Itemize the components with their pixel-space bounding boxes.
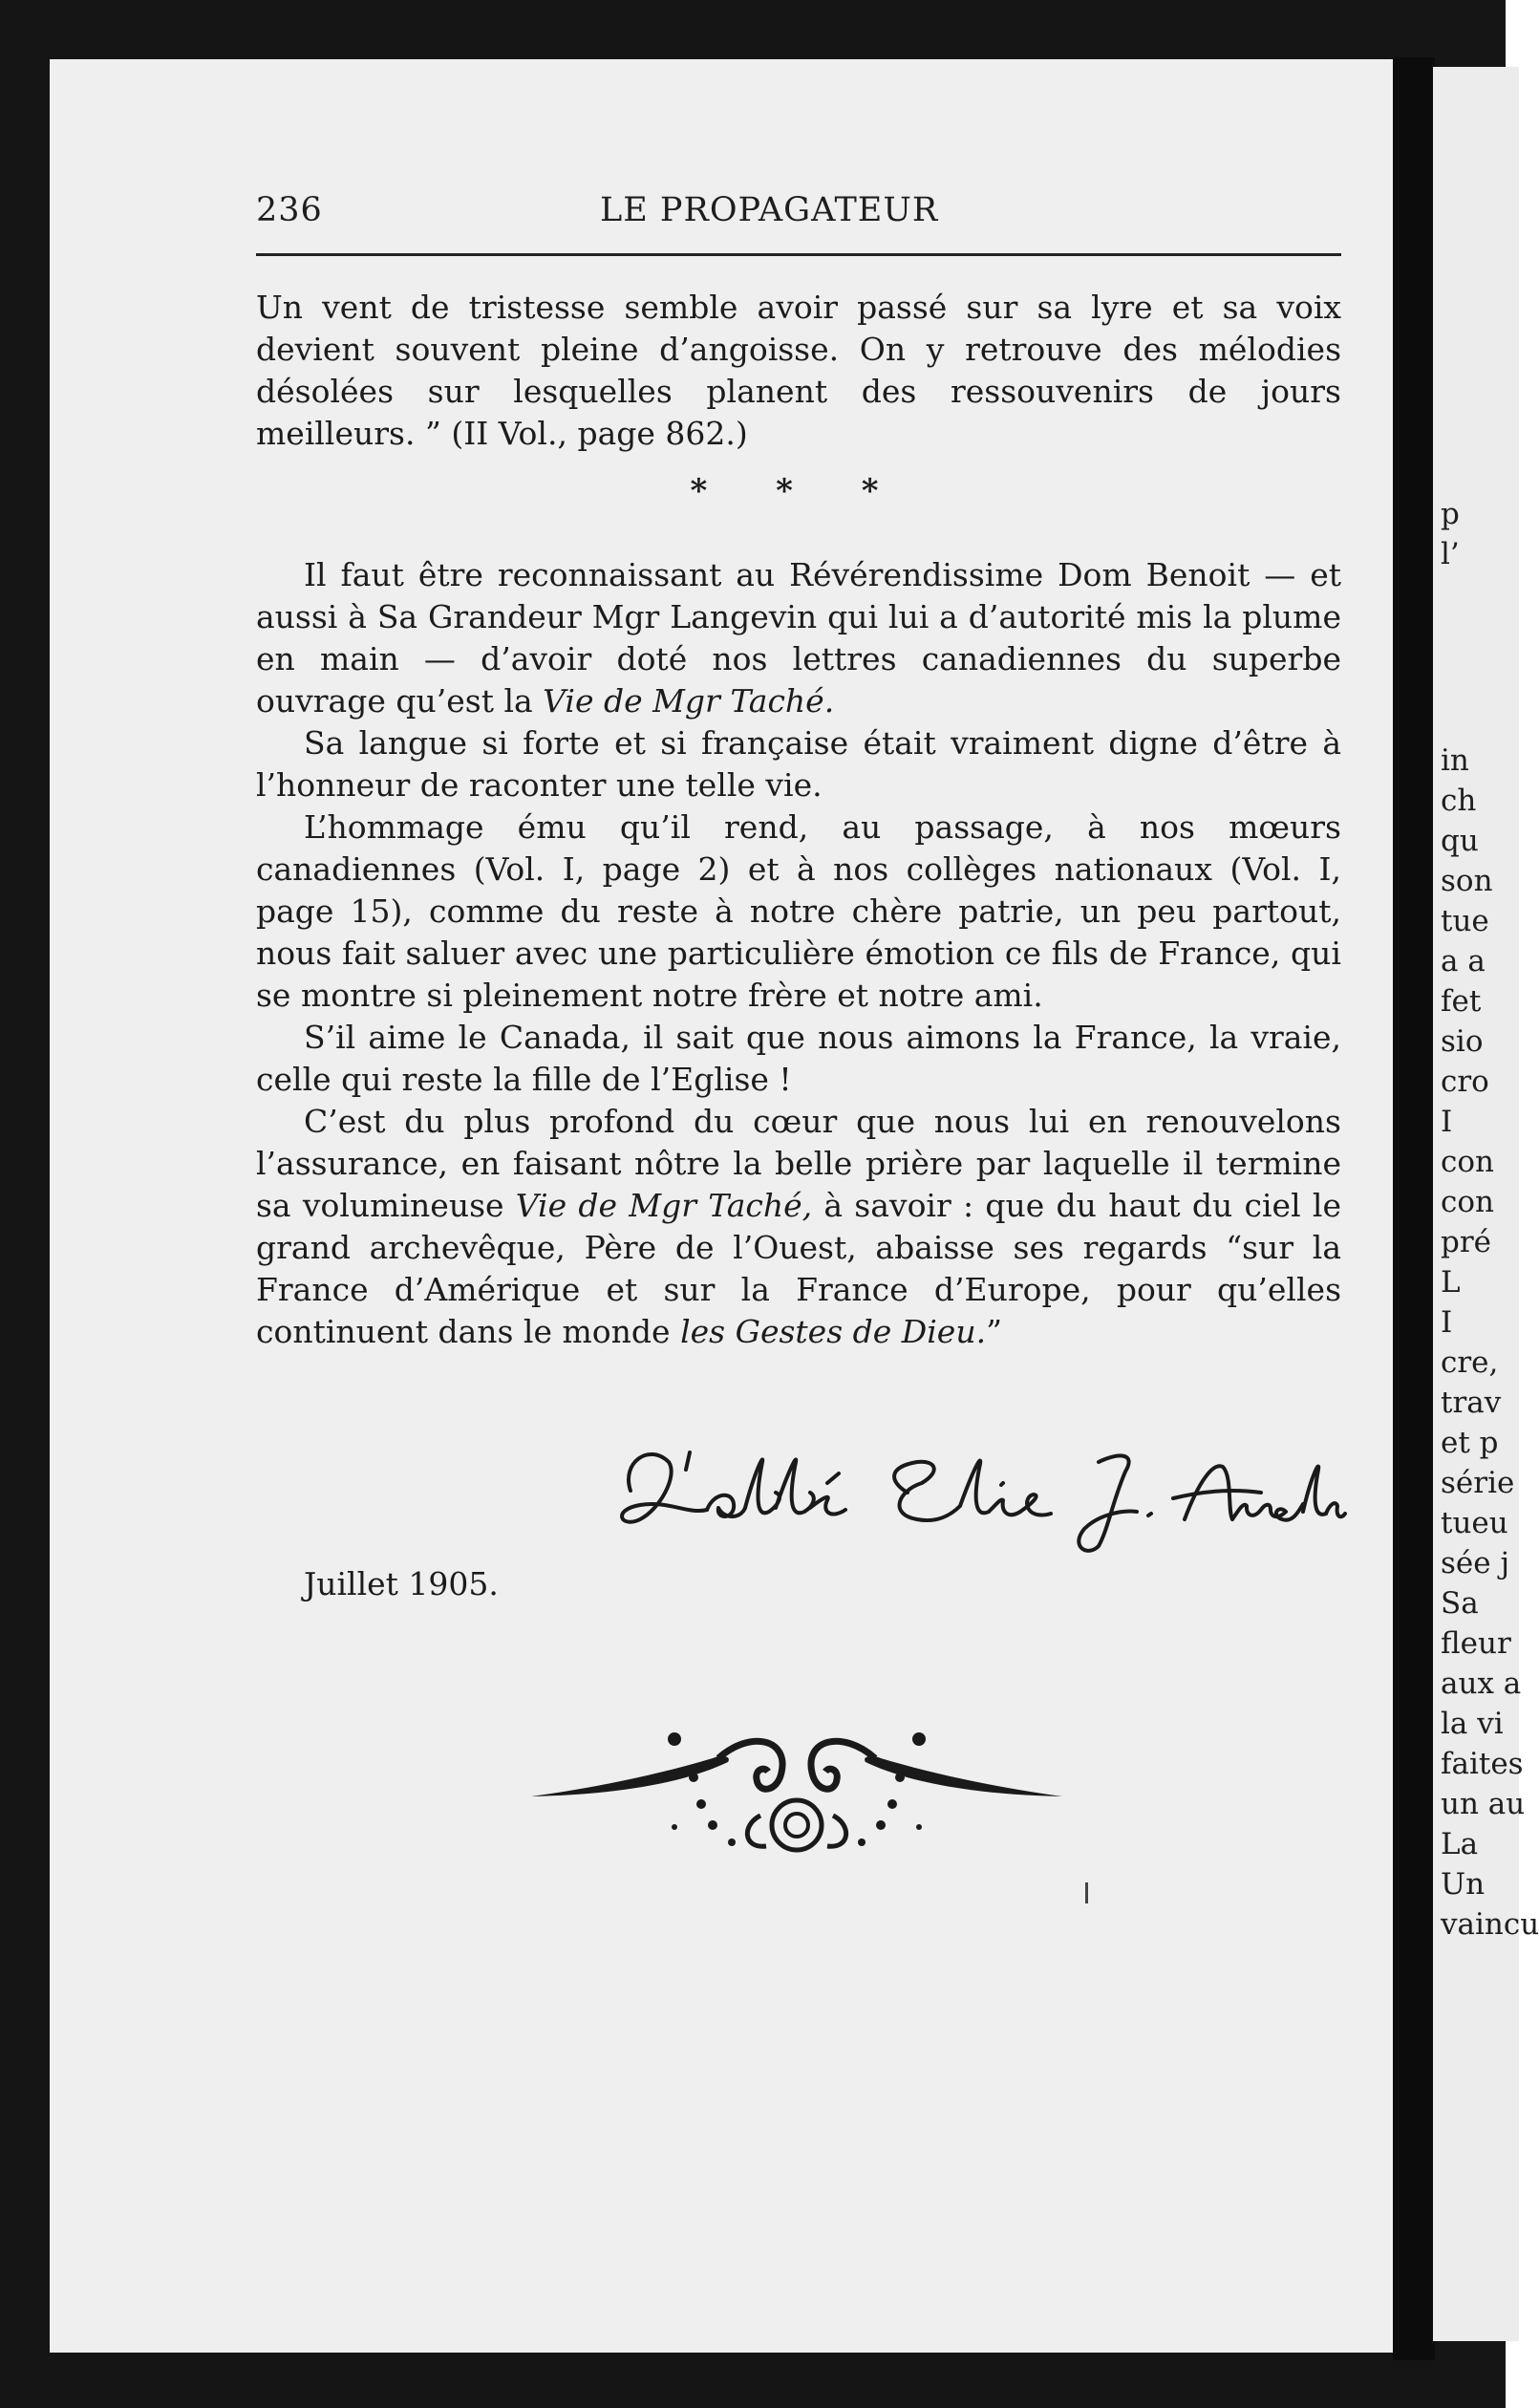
facing-page-fragment: pré xyxy=(1441,1225,1492,1259)
stray-mark xyxy=(1085,1882,1088,1903)
handwritten-signature xyxy=(602,1424,1347,1558)
facing-page-fragment: faites xyxy=(1441,1747,1524,1781)
paragraph-2-text: Il faut être reconnaissant au Révérendissime Dom Benoit — et aussi à Sa Grandeur Mgr Langevin qui lui a d’autorité mis la plume en main — d’avoir doté nos lettres canadiennes du superbe ouvrage qu’est la xyxy=(256,556,1341,720)
facing-page-fragment: fleur xyxy=(1441,1626,1511,1661)
paragraph-6-text-a: C’est du plus profond du cœur que nous lui en renouvelons l’assurance, en faisant nôtre la belle prière par laquelle il termine sa volumineuse xyxy=(256,1103,1341,1224)
facing-page-fragment: tueu xyxy=(1441,1506,1508,1540)
paragraph-2 xyxy=(256,554,1341,722)
facing-page-fragment: p xyxy=(1441,497,1460,531)
date-line: Juillet 1905. xyxy=(304,1565,499,1602)
closing-quote: ” xyxy=(986,1313,1002,1350)
paragraph-6-text-b: à savoir : que du haut du ciel le grand archevêque, Père de l’Ouest, abaisse ses regards “sur la France d’Amérique et sur la France d’Europe, pour qu’elles continuent dans le monde xyxy=(256,1187,1341,1350)
paragraph-6 xyxy=(256,1101,1341,1353)
facing-page-fragment: et p xyxy=(1441,1426,1499,1460)
paragraph-1: Un vent de tristesse semble avoir passé sur sa lyre et sa voix devient souvent pleine d’angoisse. On y retrouve des mélodies désolées sur lesquelles planent des ressouvenirs de jours meilleurs. ” (II Vol., page 862.) xyxy=(256,289,1341,452)
book-gutter xyxy=(1393,57,1435,2360)
book-title: Vie de Mgr Taché, xyxy=(515,1187,813,1224)
facing-page-fragment: I xyxy=(1441,1105,1453,1139)
running-title: LE PROPAGATEUR xyxy=(600,191,939,229)
facing-page-fragment: tue xyxy=(1441,904,1489,938)
facing-page-fragment: sée j xyxy=(1441,1546,1510,1580)
page-header xyxy=(256,191,1341,237)
facing-page-fragment: a a xyxy=(1441,944,1486,978)
paragraph-5: S’il aime le Canada, il sait que nous aimons la France, la vraie, celle qui reste la fille de l’Eglise ! xyxy=(256,1019,1341,1098)
facing-page-fragment: L xyxy=(1441,1265,1461,1300)
facing-page-fragment: qu xyxy=(1441,824,1479,858)
facing-page-fragment: son xyxy=(1441,864,1493,898)
facing-page-fragment: série xyxy=(1441,1466,1515,1500)
facing-page-fragment: l’ xyxy=(1441,537,1460,571)
section-break-stars: * * * xyxy=(690,472,908,510)
facing-page-fragment: trav xyxy=(1441,1386,1502,1420)
facing-page-fragment: Un xyxy=(1441,1867,1486,1902)
decorative-ornament xyxy=(531,1720,1062,1863)
facing-page-fragment: fet xyxy=(1441,984,1482,1019)
facing-page-fragment: aux a xyxy=(1441,1666,1522,1701)
facing-page-fragment: Sa xyxy=(1441,1586,1479,1621)
header-rule xyxy=(256,253,1341,256)
facing-page-fragment: I xyxy=(1441,1305,1453,1340)
paragraph-4: L’hommage ému qu’il rend, au passage, à nos mœurs canadiennes (Vol. I, page 2) et à nos collèges nationaux (Vol. I, page 15), comme du reste à notre chère patrie, un peu partout, nous fait saluer avec une particulière émotion ce fils de France, qui se montre si pleinement notre frère et notre ami. xyxy=(256,808,1341,1014)
facing-page-fragment: in xyxy=(1441,743,1469,778)
book-title: Vie de Mgr Taché. xyxy=(543,682,835,720)
facing-page-fragment: un au xyxy=(1441,1787,1526,1821)
facing-page-fragment: sio xyxy=(1441,1024,1484,1059)
facing-page-fragment: con xyxy=(1441,1185,1494,1219)
article-body xyxy=(256,287,1341,1353)
page-number: 236 xyxy=(256,191,323,229)
facing-page-fragment: cro xyxy=(1441,1064,1489,1099)
quoted-title: les Gestes de Dieu. xyxy=(680,1313,987,1350)
facing-page-fragment: la vi xyxy=(1441,1707,1504,1741)
facing-page-fragment: La xyxy=(1441,1827,1479,1861)
facing-page-fragment: ch xyxy=(1441,784,1477,818)
facing-page-fragment: cre, xyxy=(1441,1345,1499,1380)
facing-page-edge xyxy=(1433,67,1539,2341)
facing-page-fragment: vaincu xyxy=(1441,1907,1539,1942)
facing-page-fragment: con xyxy=(1441,1145,1494,1179)
paragraph-3: Sa langue si forte et si française était vraiment digne d’être à l’honneur de raconter une telle vie. xyxy=(256,724,1341,804)
